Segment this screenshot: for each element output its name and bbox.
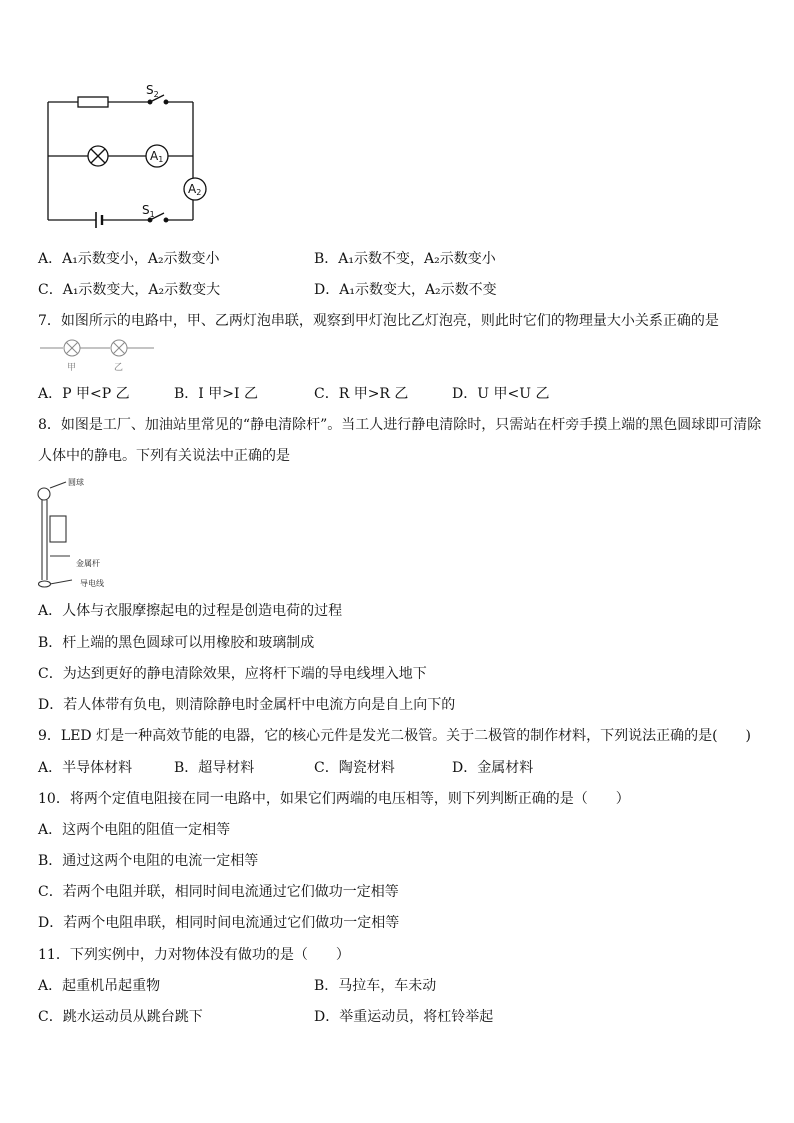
q9-option-c: C．陶瓷材料	[314, 760, 395, 776]
label-ball: 圆球	[68, 478, 84, 487]
q9-option-a: A．半导体材料	[38, 760, 133, 776]
q7-option-d: D．U 甲<U 乙	[452, 386, 550, 402]
q8-option-d: D．若人体带有负电，则清除静电时金属杆中电流方向是自上向下的	[38, 697, 456, 713]
q11-option-b: B．马拉车，车未动	[314, 978, 437, 994]
q8-stem-line1: 8．如图是工厂、加油站里常见的“静电清除杆”。当工人进行静电清除时，只需站在杆旁手摸上端的黑色圆球即可清除	[38, 417, 762, 433]
q11-stem: 11．下列实例中，力对物体没有做功的是（ ）	[38, 947, 350, 963]
q10-option-b: B．通过这两个电阻的电流一定相等	[38, 853, 259, 869]
q8-option-a: A．人体与衣服摩擦起电的过程是创造电荷的过程	[38, 603, 343, 619]
q7-lamps-figure	[38, 334, 158, 374]
label-s1: S	[142, 203, 150, 217]
q8-option-b: B．杆上端的黑色圆球可以用橡胶和玻璃制成	[38, 635, 315, 651]
q11-option-a: A．起重机吊起重物	[38, 978, 161, 994]
q11-option-c: C．跳水运动员从跳台跳下	[38, 1009, 203, 1025]
q7-stem: 7．如图所示的电路中，甲、乙两灯泡串联，观察到甲灯泡比乙灯泡亮，则此时它们的物理量大小关系正确的是	[38, 313, 719, 329]
q6-option-b: B．A₁示数不变，A₂示数变小	[314, 251, 496, 267]
label-wire: 导电线	[80, 579, 104, 588]
q8-rod-figure	[30, 472, 130, 597]
q7-option-a: A．P 甲<P 乙	[38, 386, 130, 402]
q9-option-d: D．金属材料	[452, 760, 534, 776]
svg-text:A2: A2	[188, 182, 202, 197]
q6-option-a: A．A₁示数变小，A₂示数变小	[38, 251, 220, 267]
q7-option-b: B．I 甲>I 乙	[174, 386, 258, 402]
q10-stem: 10．将两个定值电阻接在同一电路中，如果它们两端的电压相等，则下列判断正确的是（ ）	[38, 791, 630, 807]
q10-option-d: D．若两个电阻串联，相同时间电流通过它们做功一定相等	[38, 915, 400, 931]
label-a2: A	[188, 182, 197, 196]
q7-option-c: C．R 甲>R 乙	[314, 386, 409, 402]
q6-option-d: D．A₁示数变大，A₂示数不变	[314, 282, 497, 298]
q9-stem: 9．LED 灯是一种高效节能的电器，它的核心元件是发光二极管。关于二极管的制作材料，下列说法正确的是( )	[38, 728, 752, 744]
q8-stem-line2: 人体中的静电。下列有关说法中正确的是	[38, 448, 290, 464]
svg-text:A1: A1	[150, 149, 164, 164]
q6-option-c: C．A₁示数变大，A₂示数变大	[38, 282, 221, 298]
q9-option-b: B．超导材料	[174, 760, 255, 776]
q11-option-d: D．举重运动员，将杠铃举起	[314, 1009, 494, 1025]
label-yi: 乙	[114, 363, 124, 373]
q6-circuit-figure	[38, 82, 218, 232]
q10-option-a: A．这两个电阻的阻值一定相等	[38, 822, 231, 838]
label-rod: 金属杆	[76, 559, 100, 568]
label-s2: S	[146, 83, 154, 97]
q10-option-c: C．若两个电阻并联，相同时间电流通过它们做功一定相等	[38, 884, 399, 900]
svg-text:S2: $S_2$	[146, 83, 159, 99]
label-a1: A	[150, 149, 159, 163]
label-jia: 甲	[67, 363, 77, 373]
svg-text:S1: $S_1$	[142, 203, 155, 219]
q8-option-c: C．为达到更好的静电清除效果，应将杆下端的导电线埋入地下	[38, 666, 427, 682]
